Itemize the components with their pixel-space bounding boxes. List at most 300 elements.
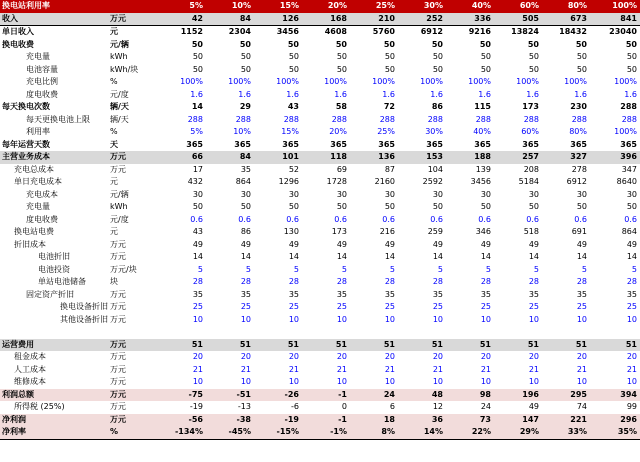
header-utilization-cell: 15% bbox=[254, 0, 302, 13]
value-cell bbox=[446, 326, 494, 339]
value-cell: 29 bbox=[239, 102, 251, 111]
value-cell: 14 bbox=[480, 252, 491, 261]
value-cell: 20 bbox=[576, 352, 587, 361]
value-cell: 14 bbox=[384, 252, 395, 261]
value-cell: 365 bbox=[522, 139, 539, 149]
value-cell: 49 bbox=[192, 239, 203, 249]
value-cell: 4608 bbox=[324, 27, 347, 36]
row-unit: 元/度 bbox=[110, 89, 129, 99]
value-cell: 52 bbox=[288, 164, 299, 174]
value-cell: 28 bbox=[528, 277, 539, 286]
value-cell: 1.6 bbox=[478, 89, 491, 99]
row-label: 每天换电次数 bbox=[2, 102, 50, 111]
value-cell: 21 bbox=[384, 364, 395, 374]
row-label: 每年运营天数 bbox=[2, 139, 50, 149]
value-cell: 50 bbox=[384, 52, 395, 61]
value-cell: 100% bbox=[324, 77, 347, 86]
row-unit: kWh/块 bbox=[110, 64, 139, 74]
value-cell: 74 bbox=[576, 402, 587, 411]
value-cell: 5 bbox=[533, 264, 539, 274]
value-cell: 288 bbox=[187, 114, 203, 124]
row-label: 换电收费 bbox=[2, 39, 34, 49]
value-cell: 5% bbox=[190, 127, 203, 136]
value-cell: 21 bbox=[576, 364, 587, 374]
row-label: 电池投资 bbox=[38, 264, 70, 274]
value-cell: 51 bbox=[590, 339, 640, 352]
table-row bbox=[0, 389, 640, 402]
value-cell: 51 bbox=[158, 339, 206, 352]
table-row bbox=[0, 151, 640, 164]
value-cell: 49 bbox=[288, 239, 299, 249]
row-unit: 块 bbox=[110, 277, 118, 286]
value-cell: 21 bbox=[480, 364, 491, 374]
row-unit: % bbox=[110, 127, 118, 136]
value-cell: 14 bbox=[528, 252, 539, 261]
header-utilization-cell: 100% bbox=[590, 0, 640, 13]
row-unit: 万元 bbox=[110, 352, 126, 361]
value-cell: 139 bbox=[475, 164, 491, 174]
value-cell: 288 bbox=[621, 114, 637, 124]
value-cell: 49 bbox=[480, 239, 491, 249]
value-cell: 10 bbox=[576, 314, 587, 324]
value-cell: 5760 bbox=[372, 27, 395, 36]
value-cell: 69 bbox=[336, 164, 347, 174]
value-cell: 10 bbox=[626, 377, 637, 386]
value-cell: 30 bbox=[576, 189, 587, 199]
value-cell: 346 bbox=[475, 227, 491, 236]
value-cell: 14 bbox=[192, 252, 203, 261]
value-cell: 50 bbox=[384, 202, 395, 211]
value-cell: 28 bbox=[432, 277, 443, 286]
value-cell: 3456 bbox=[276, 27, 299, 36]
table-row bbox=[0, 314, 640, 327]
value-cell: 21 bbox=[528, 364, 539, 374]
value-cell: 0.6 bbox=[286, 214, 299, 224]
value-cell: 28 bbox=[626, 277, 637, 286]
value-cell: 28 bbox=[336, 277, 347, 286]
value-cell: 673 bbox=[542, 13, 590, 26]
row-label: 主营业务成本 bbox=[0, 151, 108, 164]
row-label: 固定资产折旧 bbox=[26, 289, 74, 299]
value-cell: 1728 bbox=[326, 177, 347, 186]
value-cell: 100% bbox=[276, 77, 299, 86]
value-cell: 100% bbox=[614, 127, 637, 136]
value-cell: 84 bbox=[206, 151, 254, 164]
value-cell: 10 bbox=[336, 377, 347, 386]
row-unit: kWh bbox=[110, 52, 128, 61]
value-cell: 25 bbox=[576, 302, 587, 311]
value-cell: 100% bbox=[468, 77, 491, 86]
value-cell bbox=[302, 326, 350, 339]
value-cell: 50 bbox=[191, 39, 203, 49]
value-cell: -134% bbox=[158, 426, 206, 439]
value-cell: 29% bbox=[494, 426, 542, 439]
value-cell: 8% bbox=[350, 426, 398, 439]
row-label: 电池容量 bbox=[26, 64, 58, 74]
value-cell: 10 bbox=[240, 377, 251, 386]
value-cell: 50 bbox=[626, 52, 637, 61]
value-cell: 2592 bbox=[422, 177, 443, 186]
row-label: 单日充电成本 bbox=[14, 177, 62, 186]
value-cell: 50 bbox=[287, 39, 299, 49]
value-cell: 216 bbox=[379, 227, 395, 236]
value-cell: 50 bbox=[528, 202, 539, 211]
value-cell: 21 bbox=[432, 364, 443, 374]
value-cell: 5 bbox=[437, 264, 443, 274]
value-cell: 126 bbox=[254, 13, 302, 26]
value-cell: 21 bbox=[336, 364, 347, 374]
row-label: 维修成本 bbox=[14, 377, 46, 386]
table-row bbox=[0, 64, 640, 77]
value-cell: 841 bbox=[590, 13, 640, 26]
value-cell: 73 bbox=[446, 414, 494, 427]
header-utilization-cell: 60% bbox=[494, 0, 542, 13]
value-cell: 1.6 bbox=[286, 89, 299, 99]
row-label: 租金成本 bbox=[14, 352, 46, 361]
value-cell: 50 bbox=[240, 202, 251, 211]
value-cell: 49 bbox=[240, 239, 251, 249]
value-cell: 25% bbox=[377, 127, 395, 136]
value-cell bbox=[254, 326, 302, 339]
value-cell: 288 bbox=[620, 102, 637, 111]
value-cell: 49 bbox=[528, 402, 539, 411]
row-unit: 元 bbox=[110, 177, 118, 186]
value-cell: 1.6 bbox=[382, 89, 395, 99]
value-cell: 0.6 bbox=[526, 214, 539, 224]
value-cell: 365 bbox=[234, 139, 251, 149]
value-cell: 87 bbox=[384, 164, 395, 174]
value-cell: 6912 bbox=[566, 177, 587, 186]
row-unit: 万元 bbox=[110, 364, 126, 374]
value-cell: 288 bbox=[475, 114, 491, 124]
value-cell: 50 bbox=[192, 64, 203, 74]
value-cell: 8640 bbox=[616, 177, 637, 186]
row-unit: % bbox=[110, 77, 118, 86]
value-cell: 1.6 bbox=[430, 89, 443, 99]
table-row bbox=[0, 414, 640, 427]
table-row bbox=[0, 201, 640, 214]
value-cell: 14 bbox=[336, 252, 347, 261]
value-cell: 50 bbox=[480, 202, 491, 211]
value-cell: 347 bbox=[621, 164, 637, 174]
table-row bbox=[0, 401, 640, 414]
row-unit: 元 bbox=[110, 227, 118, 236]
value-cell: 10 bbox=[384, 377, 395, 386]
value-cell: 864 bbox=[235, 177, 251, 186]
value-cell: 196 bbox=[494, 389, 542, 402]
row-label: 充电比例 bbox=[26, 77, 58, 86]
value-cell: 24 bbox=[480, 402, 491, 411]
header-utilization-cell: 30% bbox=[398, 0, 446, 13]
value-cell: 518 bbox=[523, 227, 539, 236]
value-cell: 10 bbox=[480, 377, 491, 386]
value-cell: 257 bbox=[494, 151, 542, 164]
value-cell bbox=[158, 326, 206, 339]
value-cell: 100% bbox=[420, 77, 443, 86]
value-cell: 15% bbox=[281, 127, 299, 136]
header-unit bbox=[108, 0, 158, 13]
value-cell: 2160 bbox=[374, 177, 395, 186]
header-utilization-cell: 20% bbox=[302, 0, 350, 13]
value-cell: 5 bbox=[389, 264, 395, 274]
value-cell: 25 bbox=[384, 302, 395, 311]
table-row bbox=[0, 426, 640, 439]
value-cell: 130 bbox=[283, 227, 299, 236]
value-cell: 20 bbox=[384, 352, 395, 361]
value-cell: 21 bbox=[288, 364, 299, 374]
value-cell: 50 bbox=[239, 39, 251, 49]
row-unit: 辆/天 bbox=[110, 102, 129, 111]
table-row bbox=[0, 351, 640, 364]
row-unit: 万元 bbox=[110, 402, 126, 411]
value-cell: 99 bbox=[626, 402, 637, 411]
table-row bbox=[0, 339, 640, 352]
value-cell: 49 bbox=[626, 239, 637, 249]
table-row bbox=[0, 301, 640, 314]
value-cell: 21 bbox=[626, 364, 637, 374]
value-cell: 30 bbox=[192, 189, 203, 199]
value-cell: 50 bbox=[480, 64, 491, 74]
value-cell: 50 bbox=[575, 39, 587, 49]
value-cell: 20 bbox=[192, 352, 203, 361]
value-cell: 48 bbox=[398, 389, 446, 402]
row-unit: 万元 bbox=[108, 414, 158, 427]
table-row bbox=[0, 89, 640, 102]
value-cell: 50 bbox=[240, 64, 251, 74]
value-cell: 49 bbox=[528, 239, 539, 249]
value-cell: 20 bbox=[432, 352, 443, 361]
value-cell: 10 bbox=[288, 314, 299, 324]
value-cell: 14 bbox=[576, 252, 587, 261]
value-cell: 50 bbox=[626, 202, 637, 211]
value-cell: 25 bbox=[480, 302, 491, 311]
value-cell bbox=[206, 326, 254, 339]
value-cell: 100% bbox=[564, 77, 587, 86]
value-cell: 12 bbox=[432, 402, 443, 411]
value-cell: 50 bbox=[432, 52, 443, 61]
row-label: 充电成本 bbox=[26, 189, 58, 199]
value-cell: 6 bbox=[389, 402, 395, 411]
value-cell: 50 bbox=[288, 202, 299, 211]
value-cell: 25 bbox=[336, 302, 347, 311]
value-cell: 288 bbox=[379, 114, 395, 124]
value-cell: 0 bbox=[341, 402, 347, 411]
value-cell: 33% bbox=[542, 426, 590, 439]
row-unit bbox=[108, 326, 158, 339]
value-cell: 6912 bbox=[420, 27, 443, 36]
value-cell: 30 bbox=[336, 189, 347, 199]
value-cell bbox=[542, 326, 590, 339]
row-label: 利润总额 bbox=[0, 389, 108, 402]
table-row bbox=[0, 289, 640, 302]
value-cell: 50 bbox=[432, 202, 443, 211]
value-cell: 35 bbox=[192, 289, 203, 299]
value-cell: 51 bbox=[398, 339, 446, 352]
value-cell: 208 bbox=[523, 164, 539, 174]
value-cell: 28 bbox=[576, 277, 587, 286]
row-label: 单日收入 bbox=[2, 27, 34, 36]
table-row bbox=[0, 164, 640, 177]
value-cell: -1 bbox=[302, 414, 350, 427]
value-cell: 104 bbox=[427, 164, 443, 174]
value-cell: 35 bbox=[626, 289, 637, 299]
value-cell: 0.6 bbox=[430, 214, 443, 224]
value-cell: 288 bbox=[331, 114, 347, 124]
value-cell: 14 bbox=[626, 252, 637, 261]
value-cell: 23040 bbox=[609, 27, 637, 36]
value-cell: 14% bbox=[398, 426, 446, 439]
value-cell: 100% bbox=[228, 77, 251, 86]
row-label: 充电量 bbox=[26, 202, 50, 211]
row-label: 所得税 (25%) bbox=[14, 402, 65, 411]
value-cell: 20 bbox=[240, 352, 251, 361]
value-cell: -19 bbox=[254, 414, 302, 427]
value-cell: 394 bbox=[590, 389, 640, 402]
value-cell: -15% bbox=[254, 426, 302, 439]
header-utilization-cell: 10% bbox=[206, 0, 254, 13]
value-cell: 1.6 bbox=[238, 89, 251, 99]
value-cell: 20 bbox=[288, 352, 299, 361]
value-cell: 86 bbox=[431, 102, 443, 111]
value-cell: 30% bbox=[425, 127, 443, 136]
value-cell: 20 bbox=[480, 352, 491, 361]
value-cell: 28 bbox=[288, 277, 299, 286]
value-cell: 80% bbox=[569, 127, 587, 136]
value-cell: 115 bbox=[474, 102, 491, 111]
value-cell: 327 bbox=[542, 151, 590, 164]
value-cell: 5 bbox=[581, 264, 587, 274]
value-cell: -51 bbox=[206, 389, 254, 402]
value-cell: 51 bbox=[350, 339, 398, 352]
value-cell: 30 bbox=[480, 189, 491, 199]
value-cell: 35% bbox=[590, 426, 640, 439]
row-unit: 辆/天 bbox=[110, 114, 129, 124]
value-cell: 50 bbox=[576, 64, 587, 74]
value-cell: 43 bbox=[192, 227, 203, 236]
value-cell: 50 bbox=[432, 64, 443, 74]
value-cell: 35 bbox=[432, 289, 443, 299]
row-unit: 万元 bbox=[110, 239, 126, 249]
value-cell: -1% bbox=[302, 426, 350, 439]
value-cell: 50 bbox=[626, 64, 637, 74]
row-unit: 天 bbox=[110, 139, 118, 149]
value-cell: 50 bbox=[384, 64, 395, 74]
value-cell: 5 bbox=[485, 264, 491, 274]
table-row bbox=[0, 51, 640, 64]
table-row bbox=[0, 114, 640, 127]
row-unit: 万元 bbox=[108, 339, 158, 352]
value-cell: 296 bbox=[590, 414, 640, 427]
value-cell: 51 bbox=[446, 339, 494, 352]
value-cell: 20% bbox=[329, 127, 347, 136]
value-cell: 10 bbox=[336, 314, 347, 324]
header-title: 换电站利用率 bbox=[0, 0, 108, 13]
value-cell: 30 bbox=[384, 189, 395, 199]
value-cell: 50 bbox=[431, 39, 443, 49]
value-cell: 22% bbox=[446, 426, 494, 439]
value-cell: 28 bbox=[240, 277, 251, 286]
value-cell: 25 bbox=[626, 302, 637, 311]
value-cell: 10 bbox=[480, 314, 491, 324]
value-cell: 42 bbox=[158, 13, 206, 26]
value-cell: 1.6 bbox=[334, 89, 347, 99]
value-cell: -38 bbox=[206, 414, 254, 427]
header-utilization-cell: 5% bbox=[158, 0, 206, 13]
value-cell: 21 bbox=[240, 364, 251, 374]
value-cell: 365 bbox=[426, 139, 443, 149]
row-unit: 元 bbox=[110, 27, 118, 36]
row-label: 其他设备折旧 bbox=[60, 314, 108, 324]
value-cell: 50 bbox=[528, 52, 539, 61]
row-unit: 万元 bbox=[110, 289, 126, 299]
row-label: 电池折旧 bbox=[38, 252, 70, 261]
value-cell: 1.6 bbox=[526, 89, 539, 99]
value-cell: 24 bbox=[350, 389, 398, 402]
value-cell: 35 bbox=[480, 289, 491, 299]
value-cell: 35 bbox=[240, 289, 251, 299]
header-utilization-cell: 40% bbox=[446, 0, 494, 13]
table-row bbox=[0, 376, 640, 389]
value-cell: 50 bbox=[288, 52, 299, 61]
row-unit: % bbox=[108, 426, 158, 439]
value-cell: 98 bbox=[446, 389, 494, 402]
value-cell: -19 bbox=[189, 402, 203, 411]
value-cell: 13824 bbox=[511, 27, 539, 36]
value-cell: 50 bbox=[480, 52, 491, 61]
value-cell: 20 bbox=[528, 352, 539, 361]
value-cell: 14 bbox=[191, 102, 203, 111]
value-cell: -6 bbox=[291, 402, 299, 411]
value-cell: 0.6 bbox=[238, 214, 251, 224]
table-row bbox=[0, 264, 640, 277]
row-label: 利用率 bbox=[26, 127, 50, 136]
value-cell: 9216 bbox=[468, 27, 491, 36]
value-cell: 0.6 bbox=[624, 214, 637, 224]
value-cell: 49 bbox=[384, 239, 395, 249]
table-row bbox=[0, 139, 640, 152]
value-cell: 295 bbox=[542, 389, 590, 402]
value-cell: 10 bbox=[528, 314, 539, 324]
value-cell: 432 bbox=[187, 177, 203, 186]
value-cell: 0.6 bbox=[574, 214, 587, 224]
value-cell: 50 bbox=[336, 202, 347, 211]
value-cell: 10 bbox=[528, 377, 539, 386]
value-cell: 288 bbox=[427, 114, 443, 124]
value-cell: 365 bbox=[186, 139, 203, 149]
value-cell: 10 bbox=[432, 314, 443, 324]
value-cell: 25 bbox=[528, 302, 539, 311]
row-unit: 万元/块 bbox=[110, 264, 137, 274]
value-cell: 35 bbox=[336, 289, 347, 299]
value-cell: 50 bbox=[240, 52, 251, 61]
value-cell: 72 bbox=[383, 102, 395, 111]
value-cell: 50 bbox=[336, 52, 347, 61]
value-cell: 50 bbox=[192, 52, 203, 61]
value-cell: 51 bbox=[494, 339, 542, 352]
value-cell: 230 bbox=[570, 102, 587, 111]
value-cell: 210 bbox=[350, 13, 398, 26]
value-cell: 288 bbox=[571, 114, 587, 124]
value-cell: -1 bbox=[302, 389, 350, 402]
value-cell: 30 bbox=[626, 189, 637, 199]
value-cell: 10 bbox=[384, 314, 395, 324]
value-cell: -45% bbox=[206, 426, 254, 439]
value-cell: 28 bbox=[192, 277, 203, 286]
value-cell: 14 bbox=[288, 252, 299, 261]
value-cell: 153 bbox=[398, 151, 446, 164]
value-cell: 259 bbox=[427, 227, 443, 236]
value-cell: 18432 bbox=[559, 27, 587, 36]
